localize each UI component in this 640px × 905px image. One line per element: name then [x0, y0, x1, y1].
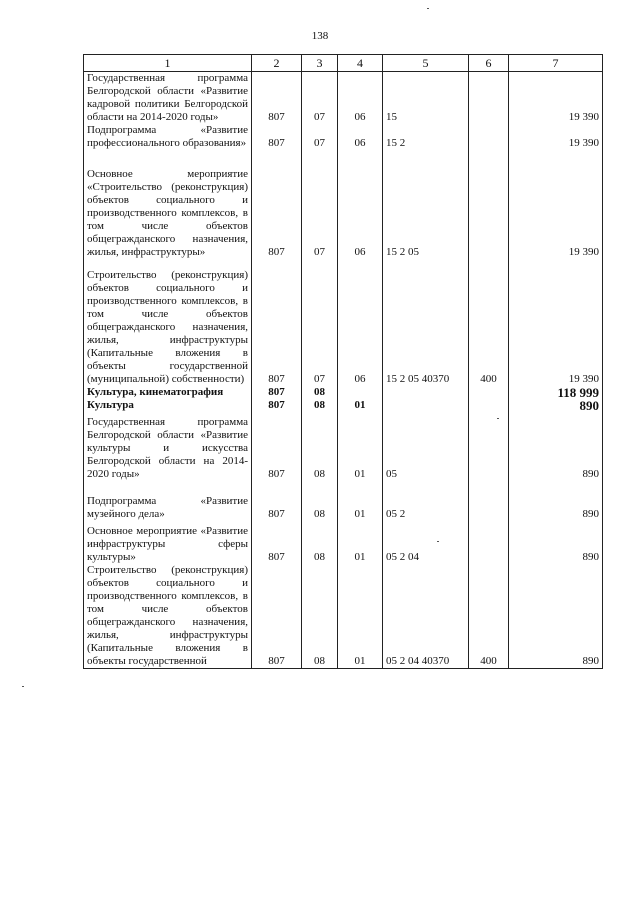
cell-col-3: 08 [302, 386, 338, 399]
cell-col-4: 06 [338, 168, 383, 269]
cell-name: Строительство (реконструкция) объектов социального и производственного комплексов, в том числе объектов общегражданского назначения, жилья, инфраструктуры (Капитальные вложения в объекты государственной (муниципальной) собственности) [84, 269, 252, 386]
cell-name: Культура, кинематография [84, 386, 252, 399]
cell-col-7: 890 [509, 399, 603, 416]
cell-name: Государственная программа Белгородской области «Развитие кадровой политики Белгородской области на 2014-2020 годы» [84, 72, 252, 125]
cell-col-3: 08 [302, 564, 338, 669]
cell-col-3: 08 [302, 399, 338, 416]
cell-col-3: 07 [302, 168, 338, 269]
cell-col-7: 19 390 [509, 124, 603, 168]
cell-col-6: 400 [469, 269, 509, 386]
scan-speck [427, 8, 429, 9]
cell-col-6 [469, 168, 509, 269]
table-row [84, 416, 603, 495]
cell-col-7: 890 [509, 525, 603, 564]
cell-col-5: 05 2 [383, 495, 469, 525]
scan-speck [22, 686, 24, 687]
header-col-7: 7 [509, 55, 603, 72]
table-body [84, 72, 603, 669]
cell-col-5: 15 2 05 40370 [383, 269, 469, 386]
cell-col-6 [469, 124, 509, 168]
cell-name: Культура [84, 399, 252, 416]
cell-col-3: 07 [302, 269, 338, 386]
table-row [84, 525, 603, 564]
cell-col-7: 890 [509, 564, 603, 669]
header-col-6: 6 [469, 55, 509, 72]
scan-speck [437, 541, 439, 542]
cell-col-7: 19 390 [509, 269, 603, 386]
cell-name: Строительство (реконструкция) объектов социального и производственного комплексов, в том числе объектов общегражданского назначения, жилья, инфраструктуры (Капитальные вложения в объекты государственной [84, 564, 252, 669]
cell-col-7: 118 999 [509, 386, 603, 399]
cell-col-2: 807 [252, 269, 302, 386]
cell-col-4: 01 [338, 399, 383, 416]
cell-col-7: 19 390 [509, 168, 603, 269]
cell-col-6: 400 [469, 564, 509, 669]
table-header [84, 55, 603, 72]
cell-col-2: 807 [252, 399, 302, 416]
cell-col-5: 15 2 [383, 124, 469, 168]
cell-name: Основное мероприятие «Развитие инфраструктуры сферы культуры» [84, 525, 252, 564]
cell-name: Подпрограмма «Развитие профессионального образования» [84, 124, 252, 168]
cell-col-3: 08 [302, 416, 338, 495]
cell-col-2: 807 [252, 168, 302, 269]
cell-col-2: 807 [252, 416, 302, 495]
cell-col-4: 06 [338, 72, 383, 125]
cell-col-5: 05 2 04 [383, 525, 469, 564]
cell-col-5: 05 [383, 416, 469, 495]
cell-col-4: 06 [338, 269, 383, 386]
cell-col-3: 08 [302, 525, 338, 564]
table-row [84, 168, 603, 269]
cell-name: Государственная программа Белгородской области «Развитие культуры и искусства Белгородской области на 2014-2020 годы» [84, 416, 252, 495]
header-col-4: 4 [338, 55, 383, 72]
cell-col-6 [469, 525, 509, 564]
header-col-1: 1 [84, 55, 252, 72]
table-row [84, 399, 603, 416]
cell-col-5: 05 2 04 40370 [383, 564, 469, 669]
cell-col-4: 01 [338, 564, 383, 669]
table-row [84, 124, 603, 168]
cell-col-2: 807 [252, 72, 302, 125]
cell-col-5: 15 [383, 72, 469, 125]
cell-name: Подпрограмма «Развитие музейного дела» [84, 495, 252, 525]
table-row [84, 72, 603, 125]
scan-speck [497, 418, 499, 419]
cell-col-6 [469, 72, 509, 125]
cell-col-4: 01 [338, 495, 383, 525]
cell-col-4: 06 [338, 124, 383, 168]
cell-col-3: 07 [302, 72, 338, 125]
cell-col-4 [338, 386, 383, 399]
cell-col-2: 807 [252, 525, 302, 564]
cell-col-2: 807 [252, 124, 302, 168]
cell-col-6 [469, 416, 509, 495]
cell-col-2: 807 [252, 564, 302, 669]
cell-col-2: 807 [252, 495, 302, 525]
cell-col-6 [469, 386, 509, 399]
page-number: 138 [311, 30, 329, 42]
cell-col-3: 07 [302, 124, 338, 168]
cell-col-5: 15 2 05 [383, 168, 469, 269]
budget-table [83, 54, 603, 669]
header-col-2: 2 [252, 55, 302, 72]
cell-col-5 [383, 386, 469, 399]
cell-col-3: 08 [302, 495, 338, 525]
table-row [84, 386, 603, 399]
cell-col-2: 807 [252, 386, 302, 399]
cell-col-6 [469, 399, 509, 416]
cell-name: Основное мероприятие «Строительство (реконструкция) объектов социального и производственного комплексов, в том числе объектов общегражданского назначения, жилья, инфраструктуры» [84, 168, 252, 269]
cell-col-7: 890 [509, 495, 603, 525]
header-col-5: 5 [383, 55, 469, 72]
header-row [84, 55, 603, 72]
cell-col-4: 01 [338, 416, 383, 495]
table-row [84, 269, 603, 386]
table-row [84, 495, 603, 525]
cell-col-4: 01 [338, 525, 383, 564]
cell-col-7: 890 [509, 416, 603, 495]
cell-col-7: 19 390 [509, 72, 603, 125]
cell-col-5 [383, 399, 469, 416]
table-row [84, 564, 603, 669]
header-col-3: 3 [302, 55, 338, 72]
cell-col-6 [469, 495, 509, 525]
